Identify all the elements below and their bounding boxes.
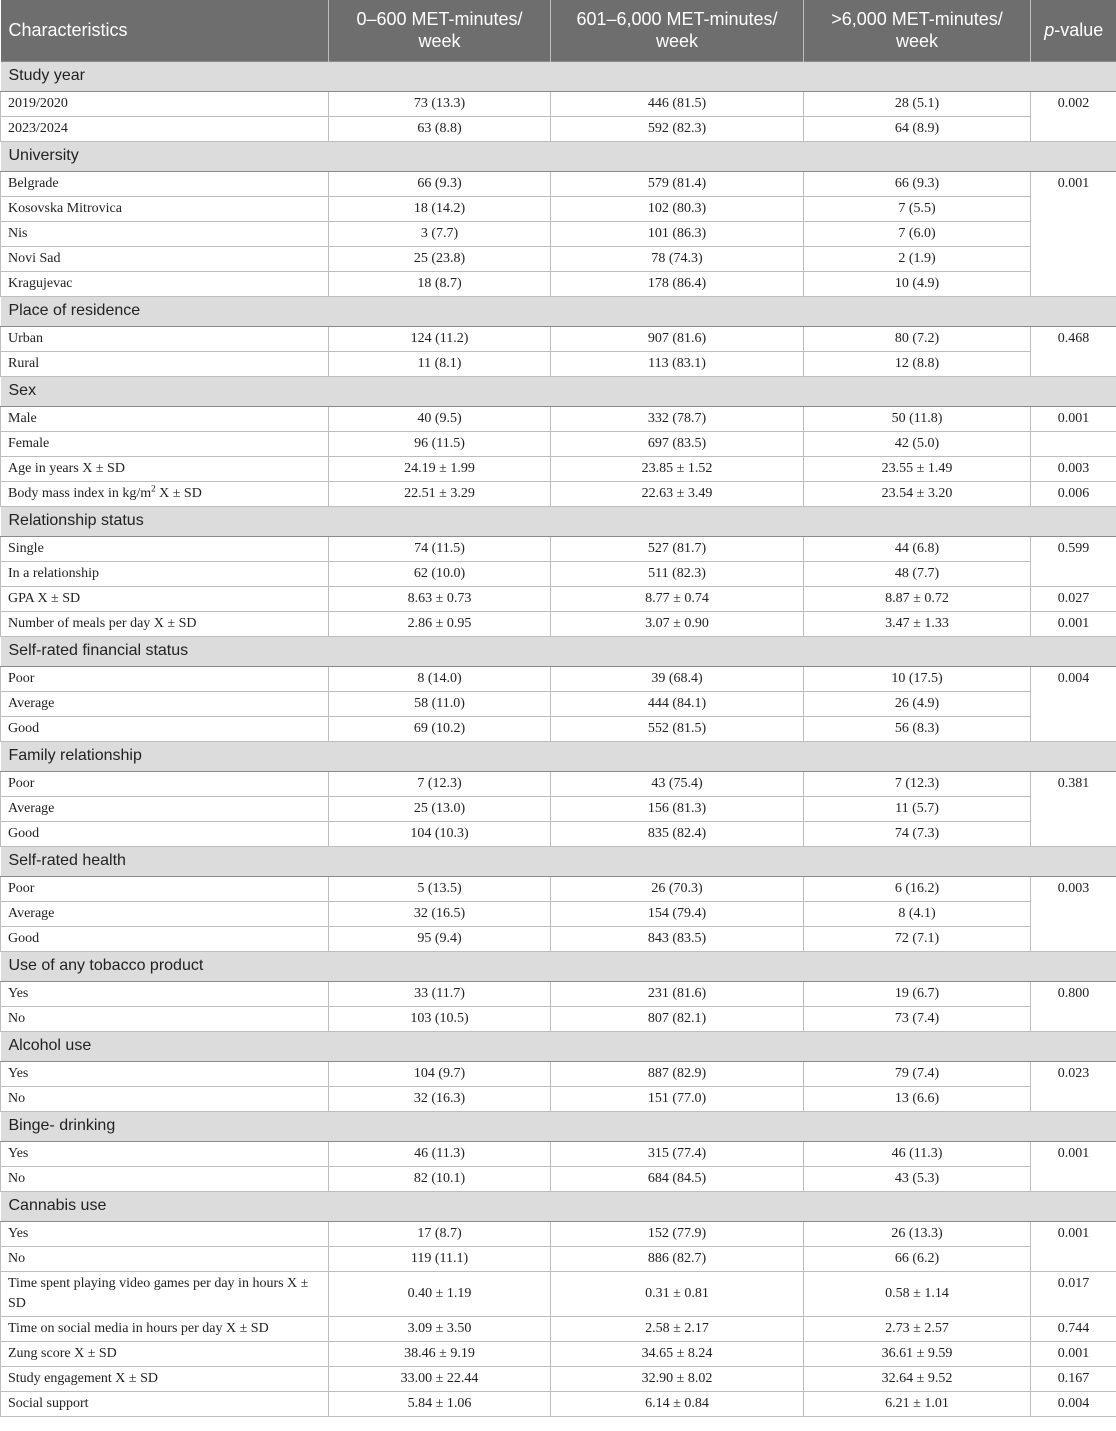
high-activity-cell: 3.47 ± 1.33 bbox=[804, 611, 1031, 636]
table-row bbox=[1, 1341, 1116, 1366]
section-title: Relationship status bbox=[1, 506, 1116, 536]
high-activity-cell: 26 (13.3) bbox=[804, 1221, 1031, 1246]
high-activity-cell: 7 (6.0) bbox=[804, 221, 1031, 246]
row-label bbox=[1, 981, 329, 1006]
row-label bbox=[1, 196, 329, 221]
low-activity-cell: 62 (10.0) bbox=[329, 561, 551, 586]
moderate-activity-cell: 154 (79.4) bbox=[551, 901, 804, 926]
row-label-text: 2019/2020 bbox=[8, 95, 68, 111]
row-label bbox=[1, 691, 329, 716]
low-activity-cell: 33 (11.7) bbox=[329, 981, 551, 1006]
row-label-text: GPA X ± SD bbox=[8, 590, 81, 606]
high-activity-cell: 66 (6.2) bbox=[804, 1246, 1031, 1271]
row-label-text: Kragujevac bbox=[8, 275, 73, 291]
row-label bbox=[1, 481, 329, 506]
p-value-cell: 0.001 bbox=[1031, 1141, 1116, 1191]
low-activity-cell: 25 (23.8) bbox=[329, 246, 551, 271]
row-label-text: Nis bbox=[8, 225, 28, 241]
row-label bbox=[1, 796, 329, 821]
header-high-line2: week bbox=[895, 31, 939, 52]
header-high-activity bbox=[804, 0, 1031, 61]
row-label-text: Good bbox=[8, 930, 40, 946]
moderate-activity-cell: 23.85 ± 1.52 bbox=[551, 456, 804, 481]
moderate-activity-cell: 32.90 ± 8.02 bbox=[551, 1366, 804, 1391]
high-activity-cell: 56 (8.3) bbox=[804, 716, 1031, 741]
table-row bbox=[1, 1316, 1116, 1341]
header-moderate-line1: 601–6,000 MET-minutes/ bbox=[576, 9, 778, 30]
section-title: University bbox=[1, 141, 1116, 171]
row-label bbox=[1, 1316, 329, 1341]
table-row bbox=[1, 1141, 1116, 1166]
p-value-cell bbox=[1031, 431, 1116, 456]
table-row bbox=[1, 1166, 1116, 1191]
moderate-activity-cell: 102 (80.3) bbox=[551, 196, 804, 221]
table-body bbox=[1, 61, 1116, 1416]
row-label bbox=[1, 91, 329, 116]
table-row bbox=[1, 246, 1116, 271]
low-activity-cell: 58 (11.0) bbox=[329, 691, 551, 716]
row-label-text: Urban bbox=[8, 330, 43, 346]
row-label bbox=[1, 1221, 329, 1246]
p-value-cell: 0.006 bbox=[1031, 481, 1116, 506]
low-activity-cell: 5.84 ± 1.06 bbox=[329, 1391, 551, 1416]
table-row bbox=[1, 431, 1116, 456]
table-row bbox=[1, 561, 1116, 586]
row-label-text: Time on social media in hours per day X ± SD bbox=[8, 1320, 269, 1336]
row-label bbox=[1, 1061, 329, 1086]
low-activity-cell: 3.09 ± 3.50 bbox=[329, 1316, 551, 1341]
moderate-activity-cell: 43 (75.4) bbox=[551, 771, 804, 796]
section-title: Sex bbox=[1, 376, 1116, 406]
header-characteristics bbox=[1, 0, 329, 61]
low-activity-cell: 18 (14.2) bbox=[329, 196, 551, 221]
row-label bbox=[1, 1246, 329, 1271]
row-label-text: Female bbox=[8, 435, 50, 451]
row-label-text: No bbox=[8, 1170, 26, 1186]
low-activity-cell: 104 (9.7) bbox=[329, 1061, 551, 1086]
row-label bbox=[1, 246, 329, 271]
high-activity-cell: 8.87 ± 0.72 bbox=[804, 586, 1031, 611]
table-row bbox=[1, 1061, 1116, 1086]
p-value-cell: 0.001 bbox=[1031, 1341, 1116, 1366]
high-activity-cell: 72 (7.1) bbox=[804, 926, 1031, 951]
high-activity-cell: 43 (5.3) bbox=[804, 1166, 1031, 1191]
row-label bbox=[1, 1006, 329, 1031]
table-row bbox=[1, 1366, 1116, 1391]
moderate-activity-cell: 886 (82.7) bbox=[551, 1246, 804, 1271]
moderate-activity-cell: 0.31 ± 0.81 bbox=[551, 1271, 804, 1316]
row-label-text: No bbox=[8, 1090, 26, 1106]
row-label-text: Time spent playing video games per day in hours X ± SD bbox=[8, 1275, 309, 1311]
row-label bbox=[1, 116, 329, 141]
p-value-cell: 0.002 bbox=[1031, 91, 1116, 141]
table-row bbox=[1, 351, 1116, 376]
row-label-text: In a relationship bbox=[8, 565, 99, 581]
table-row bbox=[1, 691, 1116, 716]
section-title: Use of any tobacco product bbox=[1, 951, 1116, 981]
table-row bbox=[1, 771, 1116, 796]
low-activity-cell: 46 (11.3) bbox=[329, 1141, 551, 1166]
header-moderate-line2: week bbox=[655, 31, 699, 52]
row-label bbox=[1, 351, 329, 376]
section-header-row bbox=[1, 636, 1116, 666]
row-label bbox=[1, 1166, 329, 1191]
high-activity-cell: 7 (5.5) bbox=[804, 196, 1031, 221]
low-activity-cell: 33.00 ± 22.44 bbox=[329, 1366, 551, 1391]
moderate-activity-cell: 152 (77.9) bbox=[551, 1221, 804, 1246]
high-activity-cell: 26 (4.9) bbox=[804, 691, 1031, 716]
high-activity-cell: 7 (12.3) bbox=[804, 771, 1031, 796]
row-label-text: No bbox=[8, 1010, 26, 1026]
table-row bbox=[1, 91, 1116, 116]
row-label bbox=[1, 716, 329, 741]
row-label-text: Yes bbox=[8, 985, 29, 1001]
row-label bbox=[1, 586, 329, 611]
high-activity-cell: 80 (7.2) bbox=[804, 326, 1031, 351]
section-header-row bbox=[1, 141, 1116, 171]
row-label-text: Kosovska Mitrovica bbox=[8, 200, 122, 216]
table-row bbox=[1, 1006, 1116, 1031]
section-header-row bbox=[1, 1191, 1116, 1221]
header-low-activity bbox=[329, 0, 551, 61]
high-activity-cell: 23.55 ± 1.49 bbox=[804, 456, 1031, 481]
section-header-row bbox=[1, 506, 1116, 536]
p-value-cell: 0.001 bbox=[1031, 611, 1116, 636]
moderate-activity-cell: 178 (86.4) bbox=[551, 271, 804, 296]
p-value-cell: 0.001 bbox=[1031, 171, 1116, 296]
moderate-activity-cell: 527 (81.7) bbox=[551, 536, 804, 561]
header-p-suffix: -value bbox=[1054, 20, 1104, 41]
row-label bbox=[1, 1391, 329, 1416]
table-row bbox=[1, 876, 1116, 901]
moderate-activity-cell: 315 (77.4) bbox=[551, 1141, 804, 1166]
high-activity-cell: 12 (8.8) bbox=[804, 351, 1031, 376]
row-label-text: Poor bbox=[8, 775, 35, 791]
row-label bbox=[1, 171, 329, 196]
table-row bbox=[1, 926, 1116, 951]
row-label-text: Good bbox=[8, 825, 40, 841]
header-p-value bbox=[1031, 0, 1116, 61]
low-activity-cell: 40 (9.5) bbox=[329, 406, 551, 431]
row-label-text: Study engagement X ± SD bbox=[8, 1370, 159, 1386]
table-row bbox=[1, 716, 1116, 741]
moderate-activity-cell: 697 (83.5) bbox=[551, 431, 804, 456]
row-label-text: Good bbox=[8, 720, 40, 736]
low-activity-cell: 82 (10.1) bbox=[329, 1166, 551, 1191]
header-characteristics-text: Characteristics bbox=[8, 20, 128, 41]
low-activity-cell: 95 (9.4) bbox=[329, 926, 551, 951]
section-header-row bbox=[1, 1111, 1116, 1141]
moderate-activity-cell: 887 (82.9) bbox=[551, 1061, 804, 1086]
table-row bbox=[1, 406, 1116, 431]
low-activity-cell: 5 (13.5) bbox=[329, 876, 551, 901]
high-activity-cell: 23.54 ± 3.20 bbox=[804, 481, 1031, 506]
section-header-row bbox=[1, 61, 1116, 91]
low-activity-cell: 119 (11.1) bbox=[329, 1246, 551, 1271]
header-p-italic: p bbox=[1044, 20, 1055, 41]
table-row bbox=[1, 1271, 1116, 1316]
low-activity-cell: 11 (8.1) bbox=[329, 351, 551, 376]
high-activity-cell: 79 (7.4) bbox=[804, 1061, 1031, 1086]
section-title: Place of residence bbox=[1, 296, 1116, 326]
moderate-activity-cell: 684 (84.5) bbox=[551, 1166, 804, 1191]
table-row bbox=[1, 981, 1116, 1006]
low-activity-cell: 8 (14.0) bbox=[329, 666, 551, 691]
section-header-row bbox=[1, 1031, 1116, 1061]
header-low-line2: week bbox=[418, 31, 461, 52]
p-value-cell: 0.017 bbox=[1031, 1271, 1116, 1316]
section-header-row bbox=[1, 951, 1116, 981]
row-label bbox=[1, 926, 329, 951]
low-activity-cell: 66 (9.3) bbox=[329, 171, 551, 196]
row-label-text: Zung score X ± SD bbox=[8, 1345, 117, 1361]
high-activity-cell: 0.58 ± 1.14 bbox=[804, 1271, 1031, 1316]
section-title: Family relationship bbox=[1, 741, 1116, 771]
row-label bbox=[1, 876, 329, 901]
low-activity-cell: 3 (7.7) bbox=[329, 221, 551, 246]
moderate-activity-cell: 34.65 ± 8.24 bbox=[551, 1341, 804, 1366]
low-activity-cell: 63 (8.8) bbox=[329, 116, 551, 141]
row-label-text: Single bbox=[8, 540, 44, 556]
high-activity-cell: 6.21 ± 1.01 bbox=[804, 1391, 1031, 1416]
low-activity-cell: 17 (8.7) bbox=[329, 1221, 551, 1246]
section-title: Alcohol use bbox=[1, 1031, 1116, 1061]
high-activity-cell: 36.61 ± 9.59 bbox=[804, 1341, 1031, 1366]
table-row bbox=[1, 456, 1116, 481]
high-activity-cell: 32.64 ± 9.52 bbox=[804, 1366, 1031, 1391]
high-activity-cell: 2.73 ± 2.57 bbox=[804, 1316, 1031, 1341]
table-row bbox=[1, 196, 1116, 221]
moderate-activity-cell: 579 (81.4) bbox=[551, 171, 804, 196]
low-activity-cell: 32 (16.5) bbox=[329, 901, 551, 926]
table-row bbox=[1, 611, 1116, 636]
p-value-cell: 0.744 bbox=[1031, 1316, 1116, 1341]
low-activity-cell: 103 (10.5) bbox=[329, 1006, 551, 1031]
table-row bbox=[1, 221, 1116, 246]
moderate-activity-cell: 101 (86.3) bbox=[551, 221, 804, 246]
row-label-text: Yes bbox=[8, 1225, 29, 1241]
low-activity-cell: 24.19 ± 1.99 bbox=[329, 456, 551, 481]
row-label bbox=[1, 271, 329, 296]
high-activity-cell: 8 (4.1) bbox=[804, 901, 1031, 926]
p-value-cell: 0.004 bbox=[1031, 1391, 1116, 1416]
moderate-activity-cell: 2.58 ± 2.17 bbox=[551, 1316, 804, 1341]
low-activity-cell: 38.46 ± 9.19 bbox=[329, 1341, 551, 1366]
row-label bbox=[1, 431, 329, 456]
p-value-cell: 0.023 bbox=[1031, 1061, 1116, 1111]
moderate-activity-cell: 8.77 ± 0.74 bbox=[551, 586, 804, 611]
row-label bbox=[1, 221, 329, 246]
moderate-activity-cell: 231 (81.6) bbox=[551, 981, 804, 1006]
table-row bbox=[1, 821, 1116, 846]
table-row bbox=[1, 326, 1116, 351]
moderate-activity-cell: 6.14 ± 0.84 bbox=[551, 1391, 804, 1416]
row-label-text: Body mass index in kg/m bbox=[8, 485, 152, 501]
row-label bbox=[1, 901, 329, 926]
high-activity-cell: 46 (11.3) bbox=[804, 1141, 1031, 1166]
header-high-line1: >6,000 MET-minutes/ bbox=[831, 9, 1003, 30]
low-activity-cell: 96 (11.5) bbox=[329, 431, 551, 456]
high-activity-cell: 50 (11.8) bbox=[804, 406, 1031, 431]
p-value-cell: 0.003 bbox=[1031, 456, 1116, 481]
high-activity-cell: 11 (5.7) bbox=[804, 796, 1031, 821]
table-row bbox=[1, 171, 1116, 196]
row-label-text: Rural bbox=[8, 355, 40, 371]
row-label bbox=[1, 536, 329, 561]
moderate-activity-cell: 444 (84.1) bbox=[551, 691, 804, 716]
header-low-line1: 0–600 MET-minutes/ bbox=[356, 9, 523, 30]
row-label-superscript: 2 bbox=[151, 482, 156, 493]
moderate-activity-cell: 26 (70.3) bbox=[551, 876, 804, 901]
row-label bbox=[1, 1086, 329, 1111]
row-label bbox=[1, 1141, 329, 1166]
row-label bbox=[1, 326, 329, 351]
low-activity-cell: 73 (13.3) bbox=[329, 91, 551, 116]
row-label bbox=[1, 1341, 329, 1366]
moderate-activity-cell: 3.07 ± 0.90 bbox=[551, 611, 804, 636]
high-activity-cell: 64 (8.9) bbox=[804, 116, 1031, 141]
table-row bbox=[1, 1221, 1116, 1246]
moderate-activity-cell: 511 (82.3) bbox=[551, 561, 804, 586]
high-activity-cell: 6 (16.2) bbox=[804, 876, 1031, 901]
table-row bbox=[1, 1391, 1116, 1416]
section-title: Cannabis use bbox=[1, 1191, 1116, 1221]
moderate-activity-cell: 22.63 ± 3.49 bbox=[551, 481, 804, 506]
table-row bbox=[1, 271, 1116, 296]
high-activity-cell: 66 (9.3) bbox=[804, 171, 1031, 196]
low-activity-cell: 25 (13.0) bbox=[329, 796, 551, 821]
p-value-cell: 0.001 bbox=[1031, 1221, 1116, 1271]
moderate-activity-cell: 907 (81.6) bbox=[551, 326, 804, 351]
section-header-row bbox=[1, 296, 1116, 326]
row-label bbox=[1, 1366, 329, 1391]
section-header-row bbox=[1, 846, 1116, 876]
high-activity-cell: 42 (5.0) bbox=[804, 431, 1031, 456]
table-row bbox=[1, 796, 1116, 821]
low-activity-cell: 124 (11.2) bbox=[329, 326, 551, 351]
table-row bbox=[1, 481, 1116, 506]
low-activity-cell: 7 (12.3) bbox=[329, 771, 551, 796]
section-title: Self-rated health bbox=[1, 846, 1116, 876]
row-label bbox=[1, 406, 329, 431]
header-moderate-activity bbox=[551, 0, 804, 61]
section-header-row bbox=[1, 741, 1116, 771]
section-title: Self-rated financial status bbox=[1, 636, 1116, 666]
table-row bbox=[1, 1086, 1116, 1111]
high-activity-cell: 74 (7.3) bbox=[804, 821, 1031, 846]
p-value-cell: 0.003 bbox=[1031, 876, 1116, 951]
high-activity-cell: 48 (7.7) bbox=[804, 561, 1031, 586]
section-title: Study year bbox=[1, 61, 1116, 91]
high-activity-cell: 10 (4.9) bbox=[804, 271, 1031, 296]
moderate-activity-cell: 835 (82.4) bbox=[551, 821, 804, 846]
low-activity-cell: 8.63 ± 0.73 bbox=[329, 586, 551, 611]
row-label-text: Poor bbox=[8, 880, 35, 896]
moderate-activity-cell: 151 (77.0) bbox=[551, 1086, 804, 1111]
row-label-text: Poor bbox=[8, 670, 35, 686]
section-title: Binge- drinking bbox=[1, 1111, 1116, 1141]
low-activity-cell: 104 (10.3) bbox=[329, 821, 551, 846]
low-activity-cell: 69 (10.2) bbox=[329, 716, 551, 741]
high-activity-cell: 28 (5.1) bbox=[804, 91, 1031, 116]
low-activity-cell: 0.40 ± 1.19 bbox=[329, 1271, 551, 1316]
p-value-cell: 0.001 bbox=[1031, 406, 1116, 431]
table-row bbox=[1, 536, 1116, 561]
p-value-cell: 0.468 bbox=[1031, 326, 1116, 376]
row-label-text: Average bbox=[8, 905, 55, 921]
row-label-text: Age in years X ± SD bbox=[8, 460, 125, 476]
low-activity-cell: 18 (8.7) bbox=[329, 271, 551, 296]
row-label-text: Yes bbox=[8, 1145, 29, 1161]
row-label-text: No bbox=[8, 1250, 26, 1266]
moderate-activity-cell: 156 (81.3) bbox=[551, 796, 804, 821]
p-value-cell: 0.800 bbox=[1031, 981, 1116, 1031]
row-label bbox=[1, 1271, 329, 1316]
moderate-activity-cell: 332 (78.7) bbox=[551, 406, 804, 431]
row-label-text: Yes bbox=[8, 1065, 29, 1081]
high-activity-cell: 10 (17.5) bbox=[804, 666, 1031, 691]
row-label-text: Belgrade bbox=[8, 175, 59, 191]
table-header bbox=[1, 0, 1116, 61]
high-activity-cell: 13 (6.6) bbox=[804, 1086, 1031, 1111]
row-label-text: Novi Sad bbox=[8, 250, 61, 266]
row-label bbox=[1, 821, 329, 846]
row-label-suffix: X ± SD bbox=[155, 485, 202, 501]
row-label-text: Male bbox=[8, 410, 37, 426]
p-value-cell: 0.599 bbox=[1031, 536, 1116, 586]
moderate-activity-cell: 78 (74.3) bbox=[551, 246, 804, 271]
low-activity-cell: 32 (16.3) bbox=[329, 1086, 551, 1111]
section-header-row bbox=[1, 376, 1116, 406]
row-label-text: Average bbox=[8, 800, 55, 816]
table-row bbox=[1, 1246, 1116, 1271]
p-value-cell: 0.167 bbox=[1031, 1366, 1116, 1391]
row-label-text: Social support bbox=[8, 1395, 89, 1411]
moderate-activity-cell: 39 (68.4) bbox=[551, 666, 804, 691]
table-row bbox=[1, 901, 1116, 926]
p-value-cell: 0.004 bbox=[1031, 666, 1116, 741]
high-activity-cell: 44 (6.8) bbox=[804, 536, 1031, 561]
row-label bbox=[1, 771, 329, 796]
high-activity-cell: 73 (7.4) bbox=[804, 1006, 1031, 1031]
moderate-activity-cell: 552 (81.5) bbox=[551, 716, 804, 741]
table-row bbox=[1, 586, 1116, 611]
row-label bbox=[1, 456, 329, 481]
table-row bbox=[1, 116, 1116, 141]
low-activity-cell: 2.86 ± 0.95 bbox=[329, 611, 551, 636]
p-value-cell: 0.381 bbox=[1031, 771, 1116, 846]
row-label bbox=[1, 611, 329, 636]
low-activity-cell: 22.51 ± 3.29 bbox=[329, 481, 551, 506]
moderate-activity-cell: 843 (83.5) bbox=[551, 926, 804, 951]
moderate-activity-cell: 807 (82.1) bbox=[551, 1006, 804, 1031]
row-label-text: 2023/2024 bbox=[8, 120, 68, 136]
moderate-activity-cell: 446 (81.5) bbox=[551, 91, 804, 116]
row-label-text: Number of meals per day X ± SD bbox=[8, 615, 197, 631]
low-activity-cell: 74 (11.5) bbox=[329, 536, 551, 561]
high-activity-cell: 2 (1.9) bbox=[804, 246, 1031, 271]
row-label bbox=[1, 666, 329, 691]
moderate-activity-cell: 113 (83.1) bbox=[551, 351, 804, 376]
table-row bbox=[1, 666, 1116, 691]
moderate-activity-cell: 592 (82.3) bbox=[551, 116, 804, 141]
high-activity-cell: 19 (6.7) bbox=[804, 981, 1031, 1006]
row-label bbox=[1, 561, 329, 586]
p-value-cell: 0.027 bbox=[1031, 586, 1116, 611]
row-label-text: Average bbox=[8, 695, 55, 711]
